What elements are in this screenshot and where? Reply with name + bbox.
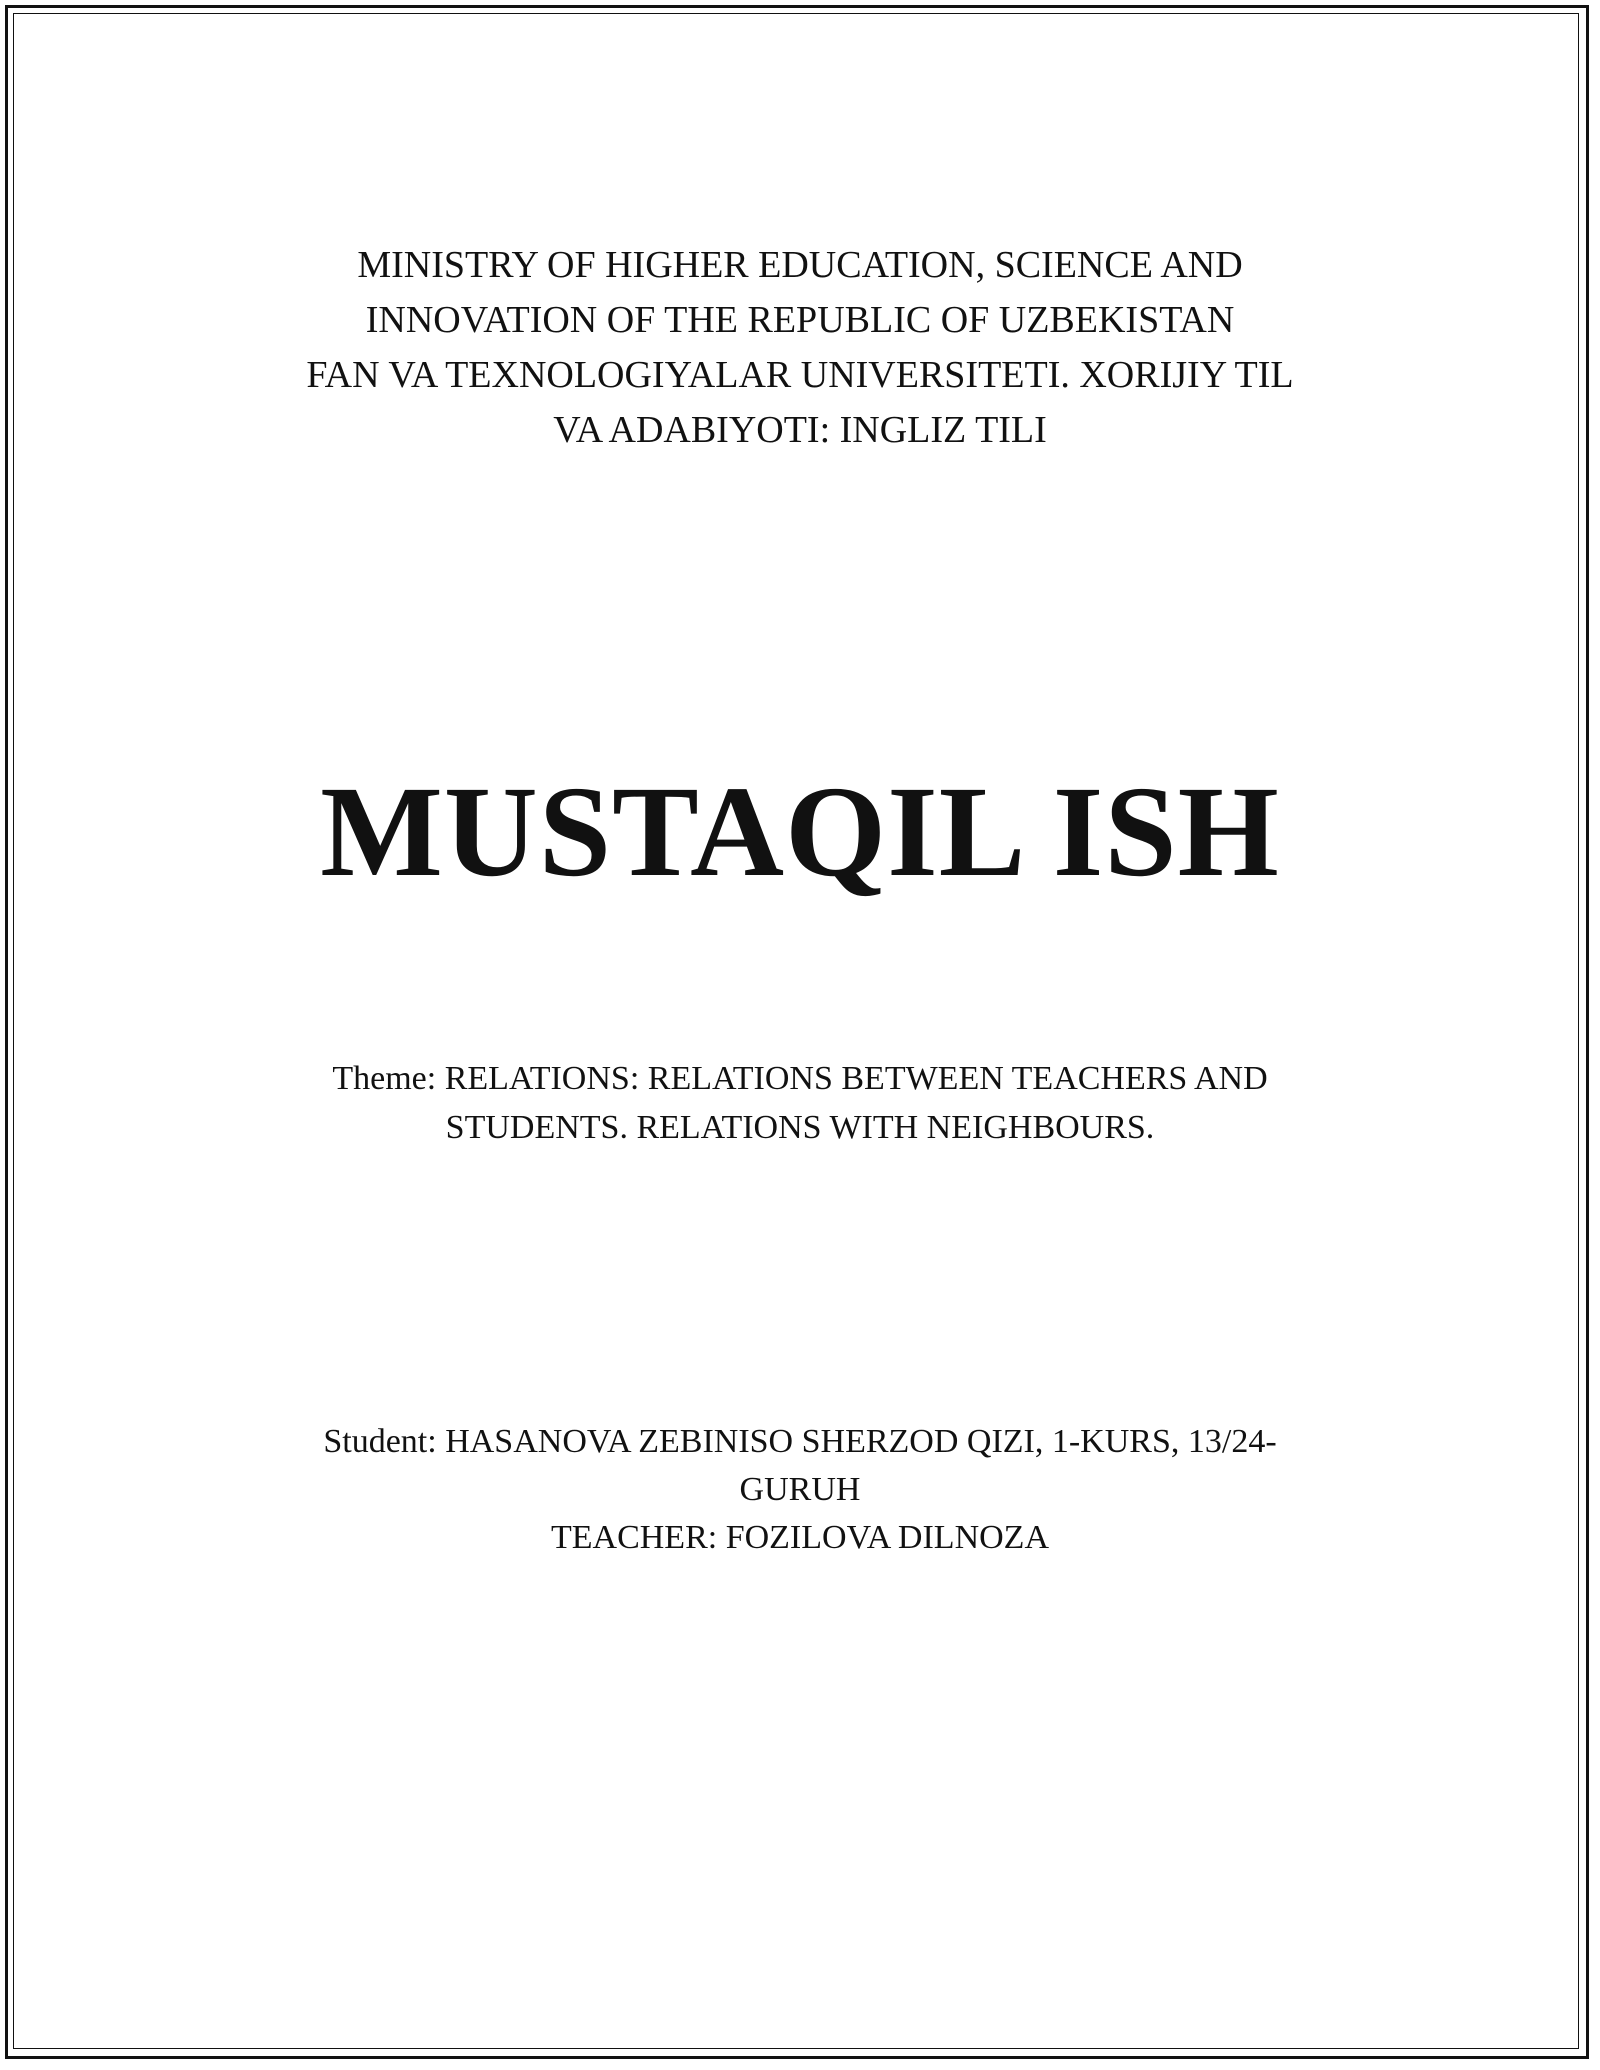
theme-line: STUDENTS. RELATIONS WITH NEIGHBOURS. — [445, 1109, 1155, 1146]
student-line: GURUH — [739, 1471, 861, 1508]
document-title — [0, 752, 1600, 912]
header-line: INNOVATION OF THE REPUBLIC OF UZBEKISTAN — [365, 299, 1235, 341]
title-text: MUSTAQIL ISH — [320, 760, 1280, 904]
student-line: Student: HASANOVA ZEBINISO SHERZOD QIZI, 1-KURS, 13/24- — [323, 1423, 1277, 1460]
credits-section — [0, 1418, 1600, 1562]
header-line: MINISTRY OF HIGHER EDUCATION, SCIENCE AND — [357, 244, 1243, 286]
header-line: FAN VA TEXNOLOGIYALAR UNIVERSITETI. XORIJIY TIL — [306, 354, 1294, 396]
theme-line: Theme: RELATIONS: RELATIONS BETWEEN TEACHERS AND — [332, 1060, 1268, 1097]
institution-header — [0, 238, 1600, 458]
theme-section — [0, 1054, 1600, 1152]
teacher-line: TEACHER: FOZILOVA DILNOZA — [550, 1519, 1049, 1556]
header-line: VA ADABIYOTI: INGLIZ TILI — [553, 409, 1047, 451]
